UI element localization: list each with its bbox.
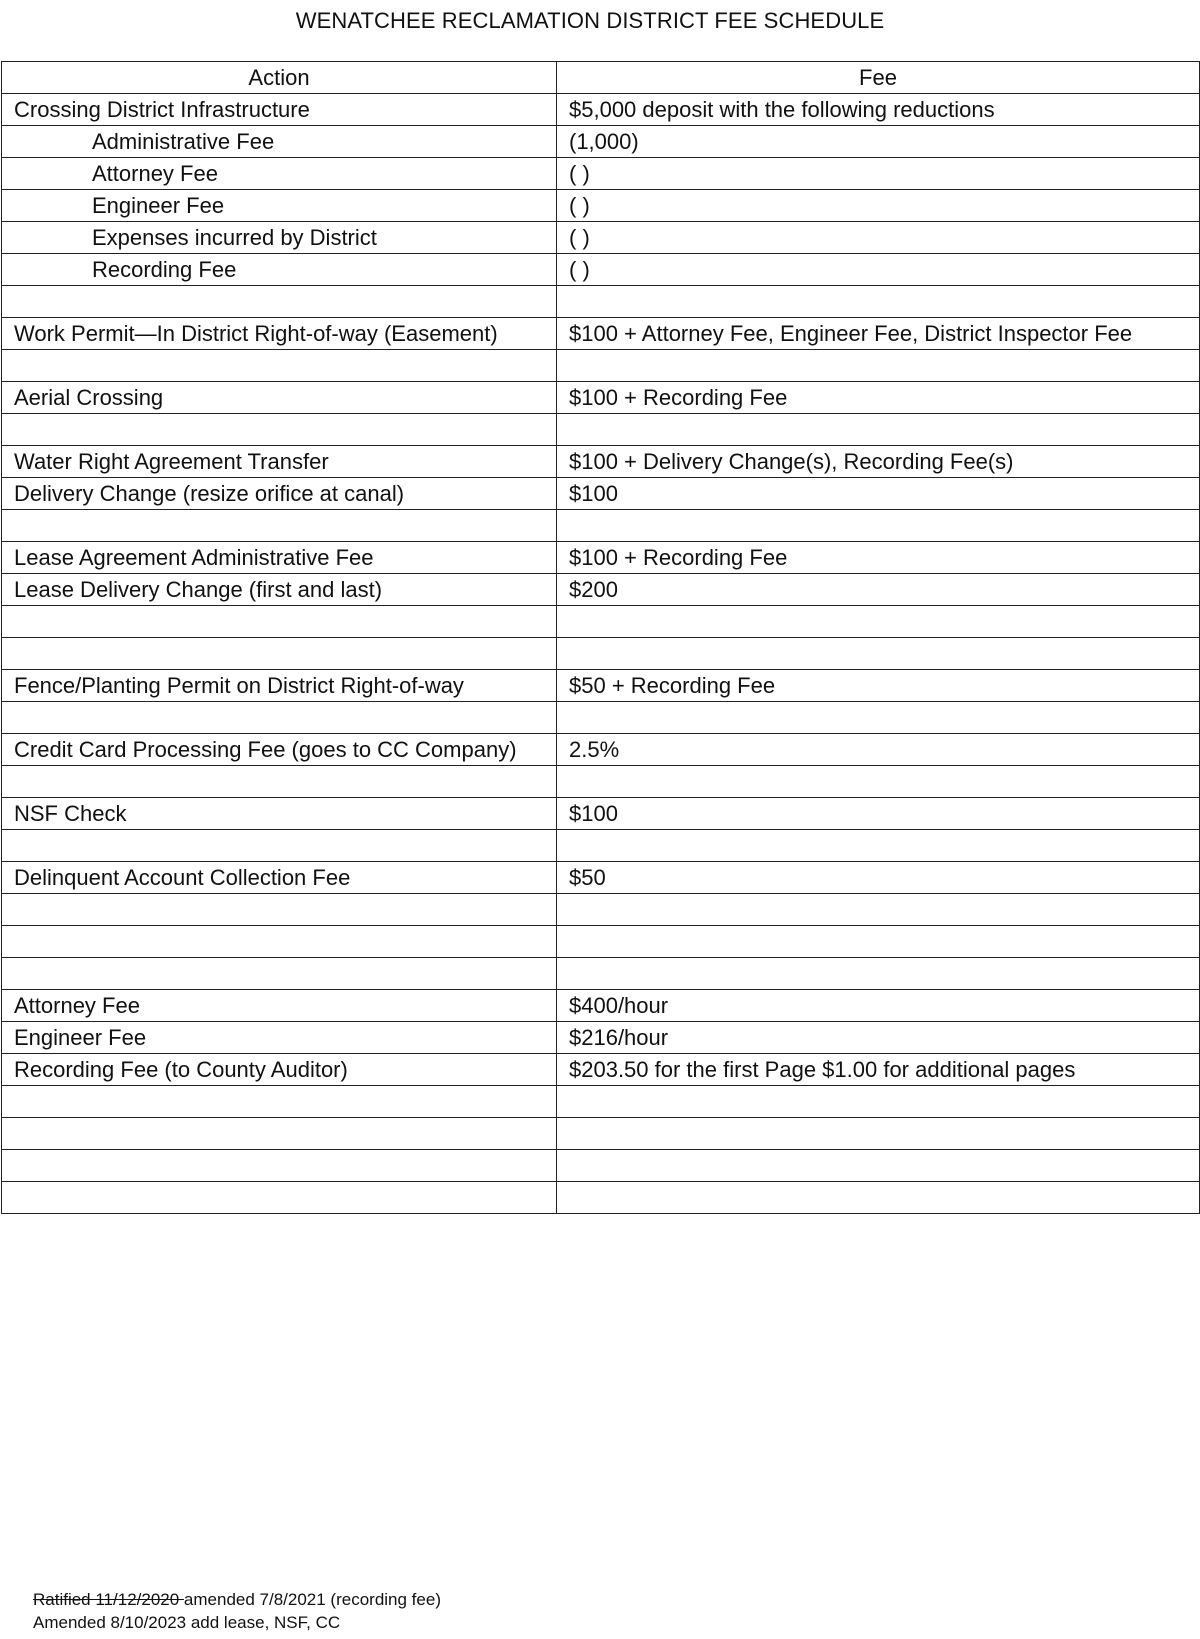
fee-cell: $100 + Recording Fee — [557, 382, 1200, 414]
fee-cell: (1,000) — [557, 126, 1200, 158]
action-cell — [2, 350, 557, 382]
action-cell — [2, 894, 557, 926]
fee-cell — [557, 1118, 1200, 1150]
fee-cell: ( ) — [557, 158, 1200, 190]
table-row — [2, 1182, 1200, 1214]
fee-cell — [557, 702, 1200, 734]
fee-cell — [557, 510, 1200, 542]
table-row — [2, 894, 1200, 926]
table-row — [2, 702, 1200, 734]
fee-cell — [557, 606, 1200, 638]
fee-cell: $100 — [557, 478, 1200, 510]
fee-cell: $100 + Attorney Fee, Engineer Fee, District Inspector Fee — [557, 318, 1200, 350]
action-cell: Crossing District Infrastructure — [2, 94, 557, 126]
table-row — [2, 830, 1200, 862]
fee-cell: $50 — [557, 862, 1200, 894]
revision-line-2: Amended 8/10/2023 add lease, NSF, CC — [33, 1613, 341, 1632]
action-cell: Fence/Planting Permit on District Right-of-way — [2, 670, 557, 702]
fee-cell: $216/hour — [557, 1022, 1200, 1054]
amendment-note-1: amended 7/8/2021 (recording fee) — [183, 1590, 441, 1609]
table-row — [2, 1118, 1200, 1150]
fee-cell — [557, 1150, 1200, 1182]
action-cell — [2, 638, 557, 670]
fee-cell: ( ) — [557, 190, 1200, 222]
table-row — [2, 574, 1200, 606]
action-cell: Recording Fee (to County Auditor) — [2, 1054, 557, 1086]
fee-column-header: Fee — [557, 62, 1200, 94]
action-cell — [2, 830, 557, 862]
action-cell: Expenses incurred by District — [2, 222, 557, 254]
fee-cell: $50 + Recording Fee — [557, 670, 1200, 702]
table-row — [2, 286, 1200, 318]
fee-cell — [557, 894, 1200, 926]
action-cell — [2, 414, 557, 446]
action-cell: Attorney Fee — [2, 990, 557, 1022]
fee-cell: ( ) — [557, 254, 1200, 286]
action-cell: Lease Delivery Change (first and last) — [2, 574, 557, 606]
fee-cell: $400/hour — [557, 990, 1200, 1022]
table-row — [2, 254, 1200, 286]
table-row — [2, 158, 1200, 190]
table-row — [2, 510, 1200, 542]
action-cell: Engineer Fee — [2, 190, 557, 222]
action-column-header: Action — [2, 62, 557, 94]
fee-cell — [557, 830, 1200, 862]
struck-ratified-date: Ratified 11/12/2020 — [33, 1590, 184, 1609]
action-cell — [2, 958, 557, 990]
action-cell: Water Right Agreement Transfer — [2, 446, 557, 478]
action-cell: Administrative Fee — [2, 126, 557, 158]
action-cell — [2, 1118, 557, 1150]
action-cell: Engineer Fee — [2, 1022, 557, 1054]
fee-cell — [557, 286, 1200, 318]
table-row — [2, 478, 1200, 510]
table-row — [2, 446, 1200, 478]
action-cell: Delivery Change (resize orifice at canal) — [2, 478, 557, 510]
action-cell: Attorney Fee — [2, 158, 557, 190]
table-row — [2, 1022, 1200, 1054]
table-row — [2, 94, 1200, 126]
table-row — [2, 1150, 1200, 1182]
action-cell — [2, 1086, 557, 1118]
fee-cell: $100 — [557, 798, 1200, 830]
fee-cell — [557, 638, 1200, 670]
action-cell: Aerial Crossing — [2, 382, 557, 414]
action-cell — [2, 1182, 557, 1214]
action-cell: Lease Agreement Administrative Fee — [2, 542, 557, 574]
fee-cell: ( ) — [557, 222, 1200, 254]
action-cell: Credit Card Processing Fee (goes to CC Company) — [2, 734, 557, 766]
fee-cell: $203.50 for the first Page $1.00 for additional pages — [557, 1054, 1200, 1086]
table-row — [2, 606, 1200, 638]
table-row — [2, 862, 1200, 894]
action-cell: Recording Fee — [2, 254, 557, 286]
fee-cell: $5,000 deposit with the following reductions — [557, 94, 1200, 126]
table-row — [2, 766, 1200, 798]
fee-cell — [557, 1182, 1200, 1214]
table-row — [2, 638, 1200, 670]
action-cell — [2, 702, 557, 734]
fee-cell — [557, 958, 1200, 990]
revision-line-1 — [33, 1588, 441, 1611]
table-row — [2, 318, 1200, 350]
table-row — [2, 734, 1200, 766]
action-cell: Delinquent Account Collection Fee — [2, 862, 557, 894]
fee-cell — [557, 926, 1200, 958]
fee-cell: $100 + Delivery Change(s), Recording Fee(s) — [557, 446, 1200, 478]
table-row — [2, 798, 1200, 830]
table-row — [2, 222, 1200, 254]
action-cell — [2, 286, 557, 318]
fee-cell — [557, 766, 1200, 798]
table-row — [2, 382, 1200, 414]
table-row — [2, 1086, 1200, 1118]
table-row — [2, 1054, 1200, 1086]
fee-cell: $200 — [557, 574, 1200, 606]
document-title: WENATCHEE RECLAMATION DISTRICT FEE SCHEDULE — [295, 8, 885, 33]
table-row — [2, 670, 1200, 702]
action-cell — [2, 926, 557, 958]
action-cell: Work Permit—In District Right-of-way (Easement) — [2, 318, 557, 350]
action-cell — [2, 1150, 557, 1182]
table-row — [2, 926, 1200, 958]
table-row — [2, 414, 1200, 446]
table-header-row — [2, 62, 1200, 94]
fee-schedule-table — [1, 61, 1200, 1214]
table-row — [2, 542, 1200, 574]
table-row — [2, 350, 1200, 382]
fee-cell: $100 + Recording Fee — [557, 542, 1200, 574]
fee-table-body — [2, 94, 1200, 1214]
table-row — [2, 990, 1200, 1022]
revision-footer — [33, 1588, 441, 1634]
fee-cell — [557, 350, 1200, 382]
action-cell: NSF Check — [2, 798, 557, 830]
fee-cell — [557, 1086, 1200, 1118]
action-cell — [2, 510, 557, 542]
action-cell — [2, 766, 557, 798]
action-cell — [2, 606, 557, 638]
fee-cell — [557, 414, 1200, 446]
table-row — [2, 190, 1200, 222]
fee-cell: 2.5% — [557, 734, 1200, 766]
table-row — [2, 126, 1200, 158]
table-row — [2, 958, 1200, 990]
